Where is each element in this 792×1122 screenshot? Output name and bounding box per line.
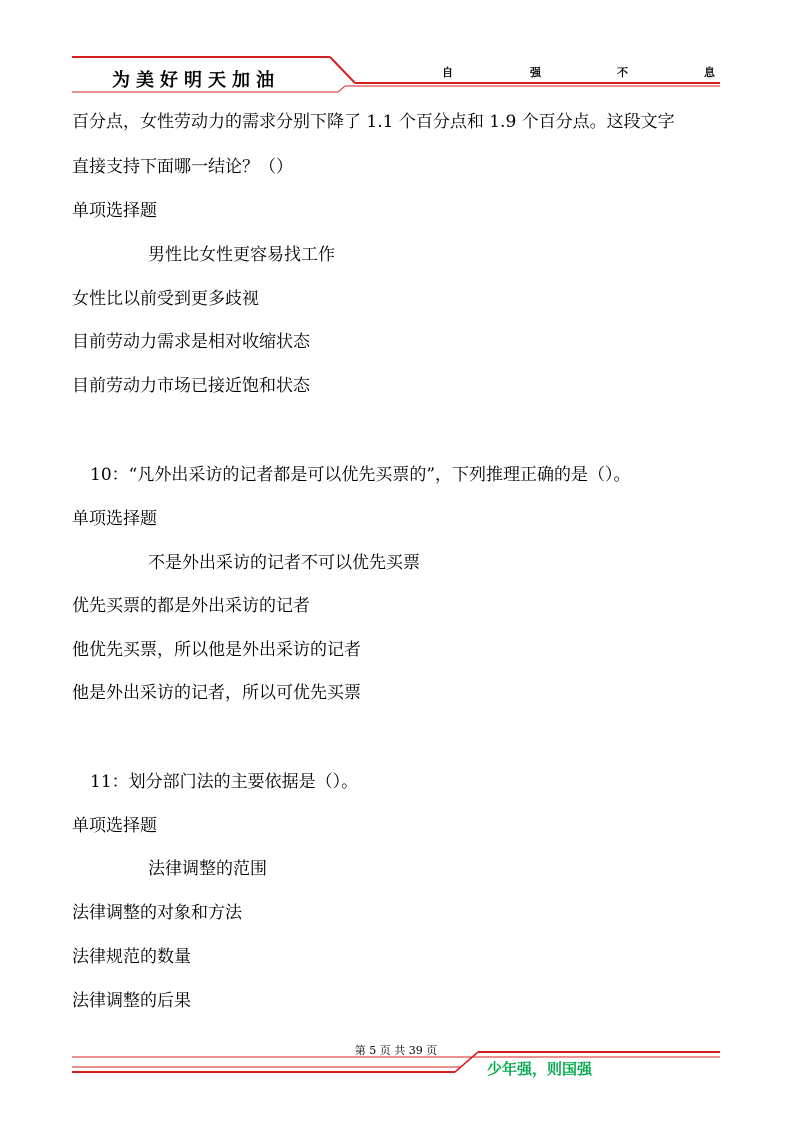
page-number: 第 5 页 共 39 页	[354, 1044, 438, 1057]
footer-slogan: 少年强，则国强	[487, 1060, 593, 1078]
question-11-option-a: 法律调整的范围	[148, 859, 267, 879]
question-10-option-c: 他优先买票，所以他是外出采访的记者	[72, 640, 361, 660]
question-type: 单项选择题	[72, 201, 157, 221]
header-slogan: 为美好明天加油	[112, 70, 280, 91]
option-a: 男性比女性更容易找工作	[148, 245, 335, 265]
question-text-line1: 百分点，女性劳动力的需求分别下降了 1.1 个百分点和 1.9 个百分点。这段文字	[72, 112, 675, 132]
option-b: 女性比以前受到更多歧视	[72, 289, 259, 309]
header-rule-slant	[330, 57, 355, 83]
header-char-3: 不	[617, 66, 628, 79]
question-10-option-b: 优先买票的都是外出采访的记者	[72, 596, 310, 616]
option-c: 目前劳动力需求是相对收缩状态	[72, 332, 310, 352]
question-10-option-a: 不是外出采访的记者不可以优先买票	[148, 553, 420, 573]
header-char-2: 强	[530, 66, 541, 79]
header-char-4: 息	[704, 66, 715, 79]
question-11-stem: 11：划分部门法的主要依据是（）。	[90, 772, 359, 792]
question-11-type: 单项选择题	[72, 816, 157, 836]
question-text-line2: 直接支持下面哪一结论？（）	[72, 157, 293, 177]
question-10-stem: 10：“凡外出采访的记者都是可以优先买票的”，下列推理正确的是（）。	[90, 465, 631, 485]
option-d: 目前劳动力市场已接近饱和状态	[72, 376, 310, 396]
question-10-type: 单项选择题	[72, 509, 157, 529]
question-11-option-b: 法律调整的对象和方法	[72, 903, 242, 923]
header-char-1: 自	[442, 66, 453, 79]
question-10-option-d: 他是外出采访的记者，所以可优先买票	[72, 683, 361, 703]
header-rule-bottom-slant	[338, 86, 345, 92]
question-11-option-c: 法律规范的数量	[72, 947, 191, 967]
question-11-option-d: 法律调整的后果	[72, 991, 191, 1011]
